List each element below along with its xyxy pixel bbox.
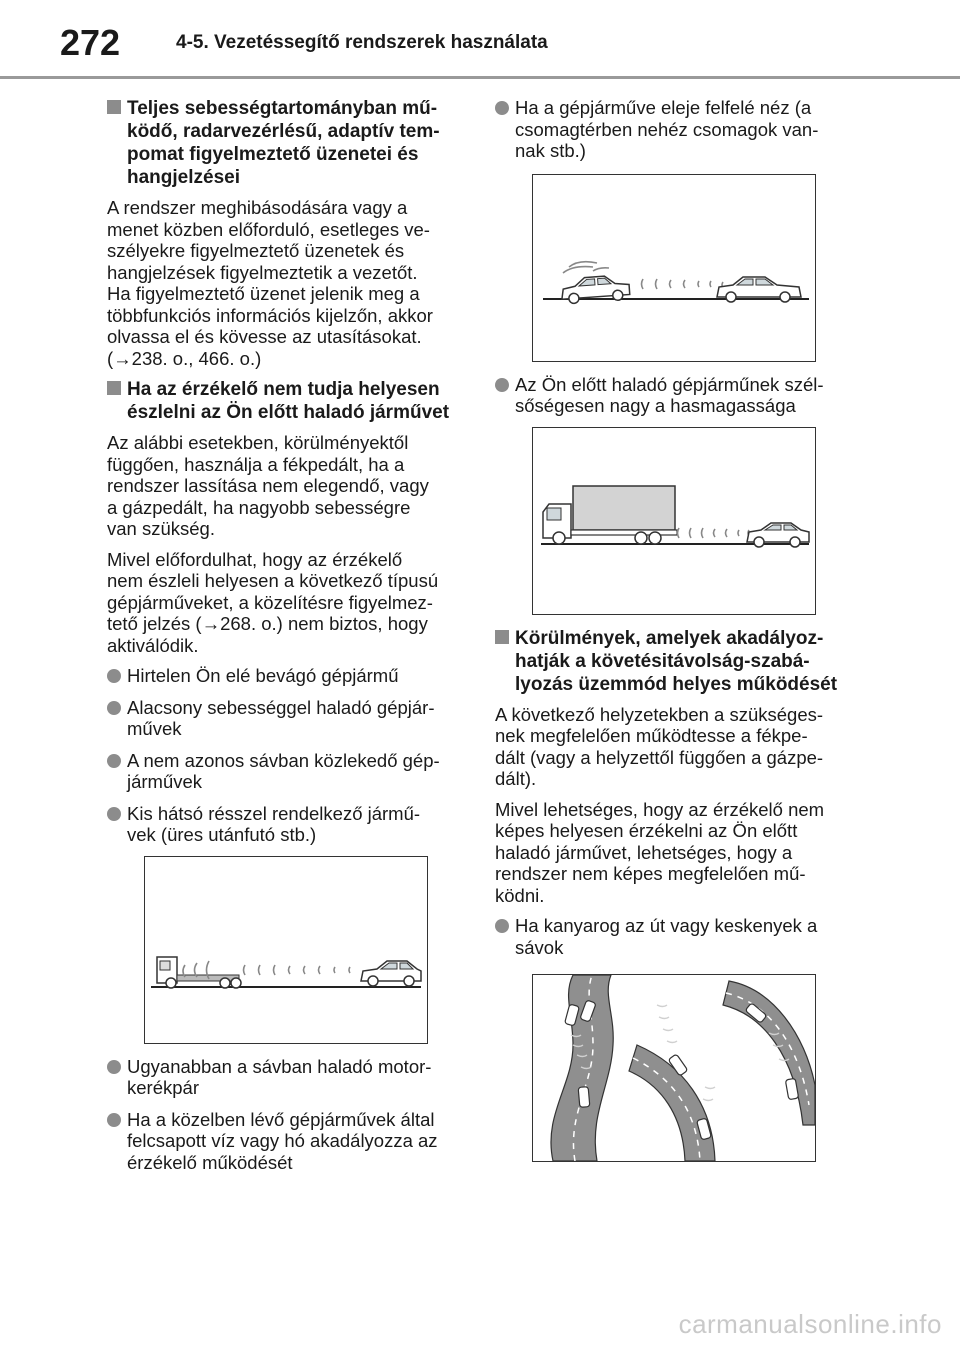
round-bullet-icon xyxy=(495,919,509,933)
round-bullet-icon xyxy=(107,1060,121,1074)
truck-icon xyxy=(157,957,241,988)
figure-trailer-illustration xyxy=(144,856,428,1044)
list-item: Ugyanabban a sávban haladó motor- kerékpár xyxy=(107,1056,469,1099)
round-bullet-icon xyxy=(495,378,509,392)
chapter-title: 4-5. Vezetéssegítő rendszerek használata xyxy=(176,32,548,53)
round-bullet-icon xyxy=(107,701,121,715)
road-icon xyxy=(723,981,815,1125)
watermark: carmanualsonline.info xyxy=(678,1309,942,1339)
car-icon xyxy=(361,961,421,986)
header-divider xyxy=(0,76,960,79)
list-item: Az Ön előtt haladó gépjárműnek szél- sőségesen nagy a hasmagassága xyxy=(495,374,857,417)
list-item: Kis hátsó résszel rendelkező jármű- vek (üres utánfutó stb.) xyxy=(107,803,469,846)
figure-high-clearance-truck-illustration xyxy=(532,427,816,615)
round-bullet-icon xyxy=(107,754,121,768)
square-bullet-icon xyxy=(107,381,121,395)
radar-waves-icon xyxy=(183,961,350,979)
page-number: 272 xyxy=(60,22,121,63)
detection-paragraph-2: Mivel előfordulhat, hogy az érzékelő nem észleli helyesen a következő típusú gépjárműveket, a közelítésre figyelmez- tető jelzés (→268. o.) nem biztos, hogy aktiválódik. xyxy=(107,548,439,656)
round-bullet-icon xyxy=(495,101,509,115)
list-item: Ha kanyarog az út vagy keskenyek a sávok xyxy=(495,915,857,958)
truck-icon xyxy=(543,486,677,544)
page-header xyxy=(0,0,960,80)
warnings-paragraph: A rendszer meghibásodására vagy a menet közben előforduló, esetleges ve- szélyekre figyelmeztető üzenetek és hangjelzések figyelmeztetik a vezetőt. Ha figyelmeztető üzenet jelenik meg a többfunkciós információs kijelzőn, akkor olvassa el és kövesse az utasításokat. (→238. o., 466. o.) xyxy=(107,197,433,369)
section-heading-following-mode: Körülmények, amelyek akadályoz- hatják a követésitávolság-szabá- lyozás üzemmód helyes működését xyxy=(495,627,857,696)
list-item: A nem azonos sávban közlekedő gép- járművek xyxy=(107,750,469,793)
round-bullet-icon xyxy=(107,669,121,683)
section-heading-detection: Ha az érzékelő nem tudja helyesen észlelni az Ön előtt haladó járművet xyxy=(107,378,469,424)
detection-paragraph-1: Az alábbi esetekben, körülményektől függően, használja a fékpedált, ha a rendszer lassítása nem elegendő, vagy a gázpedált, ha nagyobb sebességre van szükség. xyxy=(107,432,429,539)
left-column xyxy=(107,97,469,1183)
figure-nose-up-illustration xyxy=(532,174,816,362)
list-item: Hirtelen Ön elé bevágó gépjármű xyxy=(107,665,469,687)
square-bullet-icon xyxy=(495,630,509,644)
list-item: Alacsony sebességgel haladó gépjár- művek xyxy=(107,697,469,740)
square-bullet-icon xyxy=(107,100,121,114)
following-mode-paragraph-2: Mivel lehetséges, hogy az érzékelő nem képes helyesen érzékelni az Ön előtt haladó járművet, lehetséges, hogy a rendszer nem képes megfelelően mű- ködni. xyxy=(495,798,825,906)
section-heading-warnings: Teljes sebességtartományban mű- ködő, radarvezérlésű, adaptív tem- pomat figyelmeztető üzenetei és hangjelzései xyxy=(107,97,469,189)
right-column xyxy=(495,97,857,1174)
figure-curved-road-illustration xyxy=(532,974,816,1162)
list-item: Ha a közelben lévő gépjárművek által felcsapott víz vagy hó akadályozza az érzékelő működését xyxy=(107,1109,469,1174)
radar-waves-icon xyxy=(678,528,750,538)
round-bullet-icon xyxy=(107,807,121,821)
following-mode-paragraph-1: A következő helyzetekben a szükséges- nek megfelelően működtesse a fékpe- dált (vagy a helyzettől függően a gázpe- dált). xyxy=(495,703,824,789)
round-bullet-icon xyxy=(107,1113,121,1127)
list-item: Ha a gépjárműve eleje felfelé néz (a csomagtérben nehéz csomagok van- nak stb.) xyxy=(495,97,857,162)
